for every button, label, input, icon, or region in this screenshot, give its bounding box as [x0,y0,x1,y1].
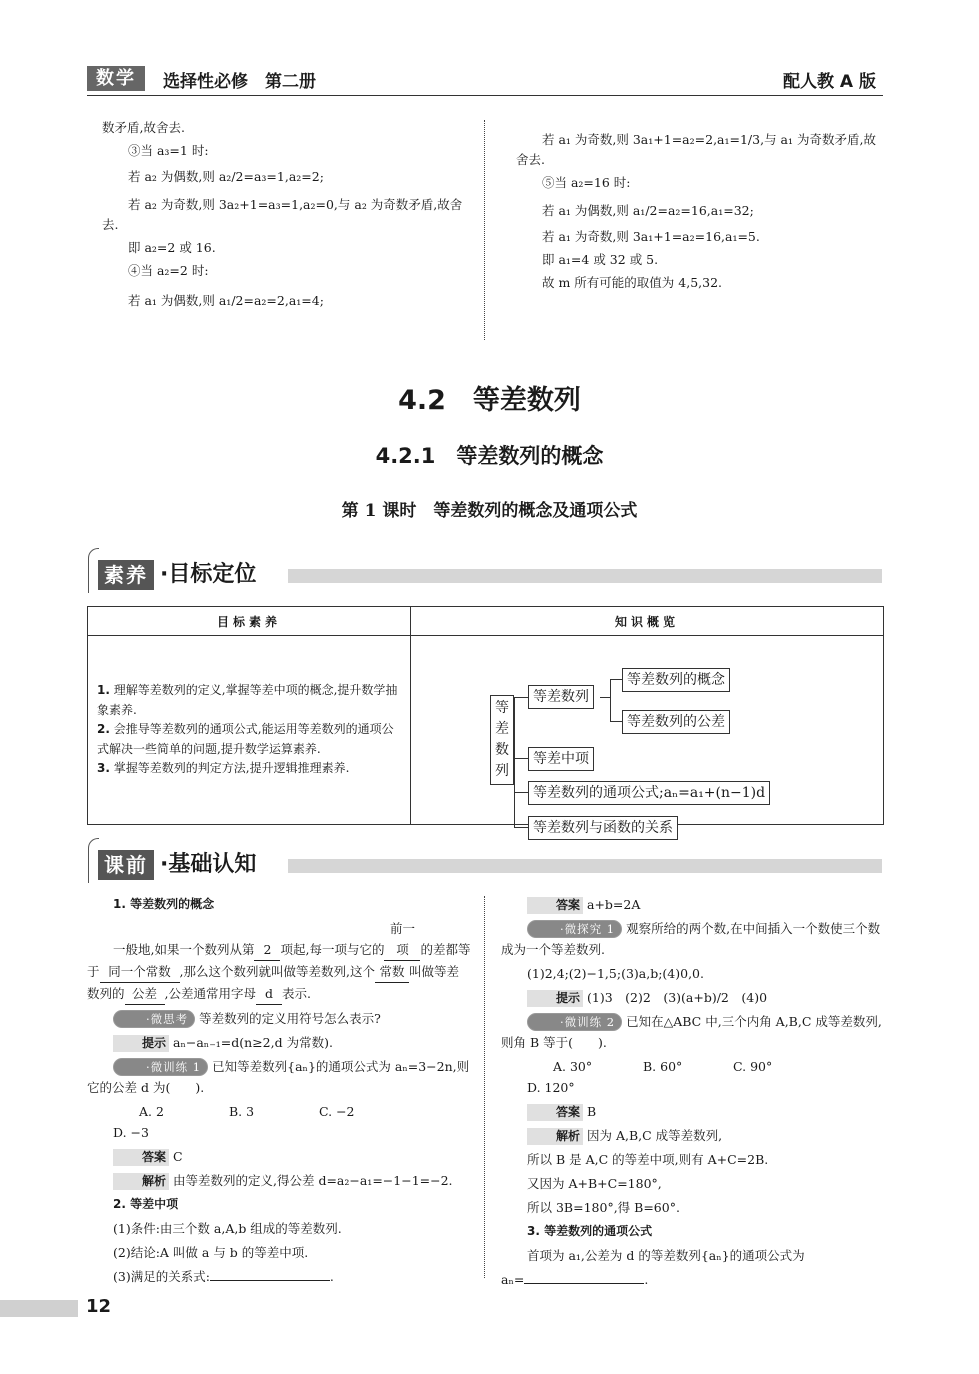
hint-label: 提示 [113,1035,169,1052]
text-line: 若 a₂ 为奇数,则 3a₂+1=a₃=1,a₂=0,与 a₂ 为奇数矛盾,故舍去. [102,197,463,232]
column-divider [484,120,485,340]
header-rule [87,95,883,96]
subject-badge: 数学 [87,66,145,91]
text-line: 即 a₁=4 或 32 或 5. [542,252,659,267]
section-title: 4.2 等差数列 [398,385,581,416]
goal-item: 3. 掌握等差数列的判定方法,提升逻辑推理素养. [97,761,350,776]
fill-blank: 前一项 [384,918,420,961]
goals-cell [88,636,411,825]
exercise-line: ·微训练 2 已知在△ABC 中,三个内角 A,B,C 成等差数列,则角 B 等于( ). [501,1014,882,1050]
banner-bar [288,569,882,583]
map-line [600,697,610,698]
bottom-left-column [87,894,471,1290]
answer-line: 答案 B [501,1101,885,1122]
map-line [610,679,611,721]
answer-line: 答案 a+b=2A [501,894,885,915]
text-line: 若 a₁ 为奇数,则 3a₁+1=a₂=16,a₁=5. [542,229,760,244]
text-line: (3)满足的关系式: . [113,1269,334,1284]
text-line: ④当 a₂=2 时: [128,263,209,278]
lesson-title: 第 1 课时 等差数列的概念及通项公式 [341,501,638,521]
exercise-line: ·微训练 1 已知等差数列{aₙ}的通项公式为 aₙ=3−2n,则它的公差 d 为( ). [87,1059,470,1095]
explore-line: ·微探究 1 观察所给的两个数,在中间插入一个数使三个数成为一个等差数列. [501,921,881,957]
answer-label: 答案 [113,1149,169,1166]
map-node: 等差数列的通项公式;aₙ=a₁+(n−1)d [528,781,770,805]
banner-title: ·基础认知 [160,852,257,877]
analysis-label: 解析 [113,1173,169,1190]
analysis-line: 解析 因为 A,B,C 成等差数列, [501,1125,885,1146]
map-line [514,697,528,698]
text-line: 故 m 所有可能的取值为 4,5,32. [542,275,723,290]
think-tag: ·微思考 [113,1010,195,1028]
text-line: 若 a₂ 为偶数,则 a₂/2=a₃=1,a₂=2; [128,169,324,184]
map-line [610,679,622,680]
heading: 2. 等差中项 [113,1197,179,1211]
edition-label: 配人教 A 版 [783,72,876,92]
text-line: 所以 3B=180°,得 B=60°. [527,1200,680,1215]
heading: 1. 等差数列的概念 [113,897,215,911]
map-node: 等差数列的概念 [622,668,730,692]
column-divider [484,896,485,1278]
text-line: 数矛盾,故舍去. [102,120,185,135]
top-left-column [102,118,470,314]
map-node: 等差数列与函数的关系 [528,816,678,840]
table-header-goals: 目标素养 [88,607,411,636]
answer-blank [210,1280,330,1281]
map-line [514,827,528,828]
analysis-line: 解析 由等差数列的定义,得公差 d=a₂−a₁=−1−1=−2. [87,1170,471,1191]
map-line [610,721,622,722]
options-row: A. 30° B. 60° C. 90°D. 120° [527,1059,773,1095]
exercise-tag: ·微训练 1 [113,1058,208,1076]
text-line: 又因为 A+B+C=180°, [527,1176,662,1191]
page-number: 12 [86,1296,112,1317]
map-root: 等 差 数 列 [490,695,514,785]
text-line: 若 a₁ 为偶数,则 a₁/2=a₂=16,a₁=32; [542,203,754,218]
banner-goals [88,548,882,592]
heading: 3. 等差数列的通项公式 [527,1224,653,1238]
banner-title: ·目标定位 [160,562,257,587]
map-node: 等差数列的公差 [622,710,730,734]
map-line [514,758,528,759]
map-node: 等差中项 [528,747,594,771]
text-line: (1)条件:由三个数 a,A,b 组成的等差数列. [113,1221,342,1236]
text-line: aₙ= . [501,1272,649,1287]
explore-tag: ·微探究 1 [527,920,622,938]
hint-line: 提示 (1)3 (2)2 (3)(a+b)/2 (4)0 [501,987,885,1008]
answer-label: 答案 [527,897,583,914]
analysis-label: 解析 [527,1128,583,1145]
banner-preclass [88,838,882,882]
text-line: ⑤当 a₂=16 时: [542,175,631,190]
answer-line: 答案 C [87,1146,471,1167]
text-line: 即 a₂=2 或 16. [128,240,216,255]
page-number-bar [0,1300,78,1317]
options-row: A. 2 B. 3 C. −2D. −3 [113,1104,355,1140]
answer-label: 答案 [527,1104,583,1121]
answer-blank [524,1283,644,1284]
goals-table [87,606,884,836]
text-line: 若 a₁ 为偶数,则 a₁/2=a₂=2,a₁=4; [128,293,324,308]
bottom-right-column [501,894,885,1293]
definition-paragraph: 一般地,如果一个数列从第 2 项起,每一项与它的前一项 的差都等于 同一个常数 ,那么这个数列就叫做等差数列,这个 常数 叫做等差数列的 公差 ,公差通常用字母 d 表示. [87,918,471,1005]
text-line: 所以 B 是 A,C 的等差中项,则有 A+C=2B. [527,1152,769,1167]
banner-bar [288,859,882,873]
fill-blank: 同一个常数 [100,961,180,983]
top-right-column [516,130,886,296]
goal-item: 1. 理解等差数列的定义,掌握等差中项的概念,提升数学抽象素养. [97,683,398,717]
subsection-title: 4.2.1 等差数列的概念 [375,444,604,468]
fill-blank: 2 [254,939,280,961]
map-line [514,697,515,827]
exercise-tag: ·微训练 2 [527,1013,622,1031]
text-line: 首项为 a₁,公差为 d 的等差数列{aₙ}的通项公式为 [527,1248,805,1263]
think-line: ·微思考 等差数列的定义用符号怎么表示? [87,1008,471,1029]
text-line: 若 a₁ 为奇数,则 3a₁+1=a₂=2,a₁=1/3,与 a₁ 为奇数矛盾,故舍去. [516,132,876,167]
hint-label: 提示 [527,990,583,1007]
goal-item: 2. 会推导等差数列的通项公式,能运用等差数列的通项公式解决一些简单的问题,提升数学运算素养. [97,722,394,756]
book-title: 选择性必修 第二册 [163,72,316,92]
text-line: ③当 a₃=1 时: [128,143,209,158]
banner-tag: 课前 [98,850,154,880]
table-header-overview: 知识概览 [411,607,884,636]
goal-list [89,681,409,779]
banner-tag: 素养 [98,560,154,590]
fill-blank: d [256,983,282,1005]
map-line [514,792,528,793]
hint-line: 提示 aₙ−aₙ₋₁=d(n≥2,d 为常数). [87,1032,471,1053]
map-node: 等差数列 [528,685,594,709]
text-line: (1)2,4;(2)−1,5;(3)a,b;(4)0,0. [527,966,704,981]
text-line: (2)结论:A 叫做 a 与 b 的等差中项. [113,1245,309,1260]
fill-blank: 常数 [375,961,409,983]
overview-cell [411,636,884,836]
fill-blank: 公差 [125,983,165,1005]
concept-map [412,637,882,836]
